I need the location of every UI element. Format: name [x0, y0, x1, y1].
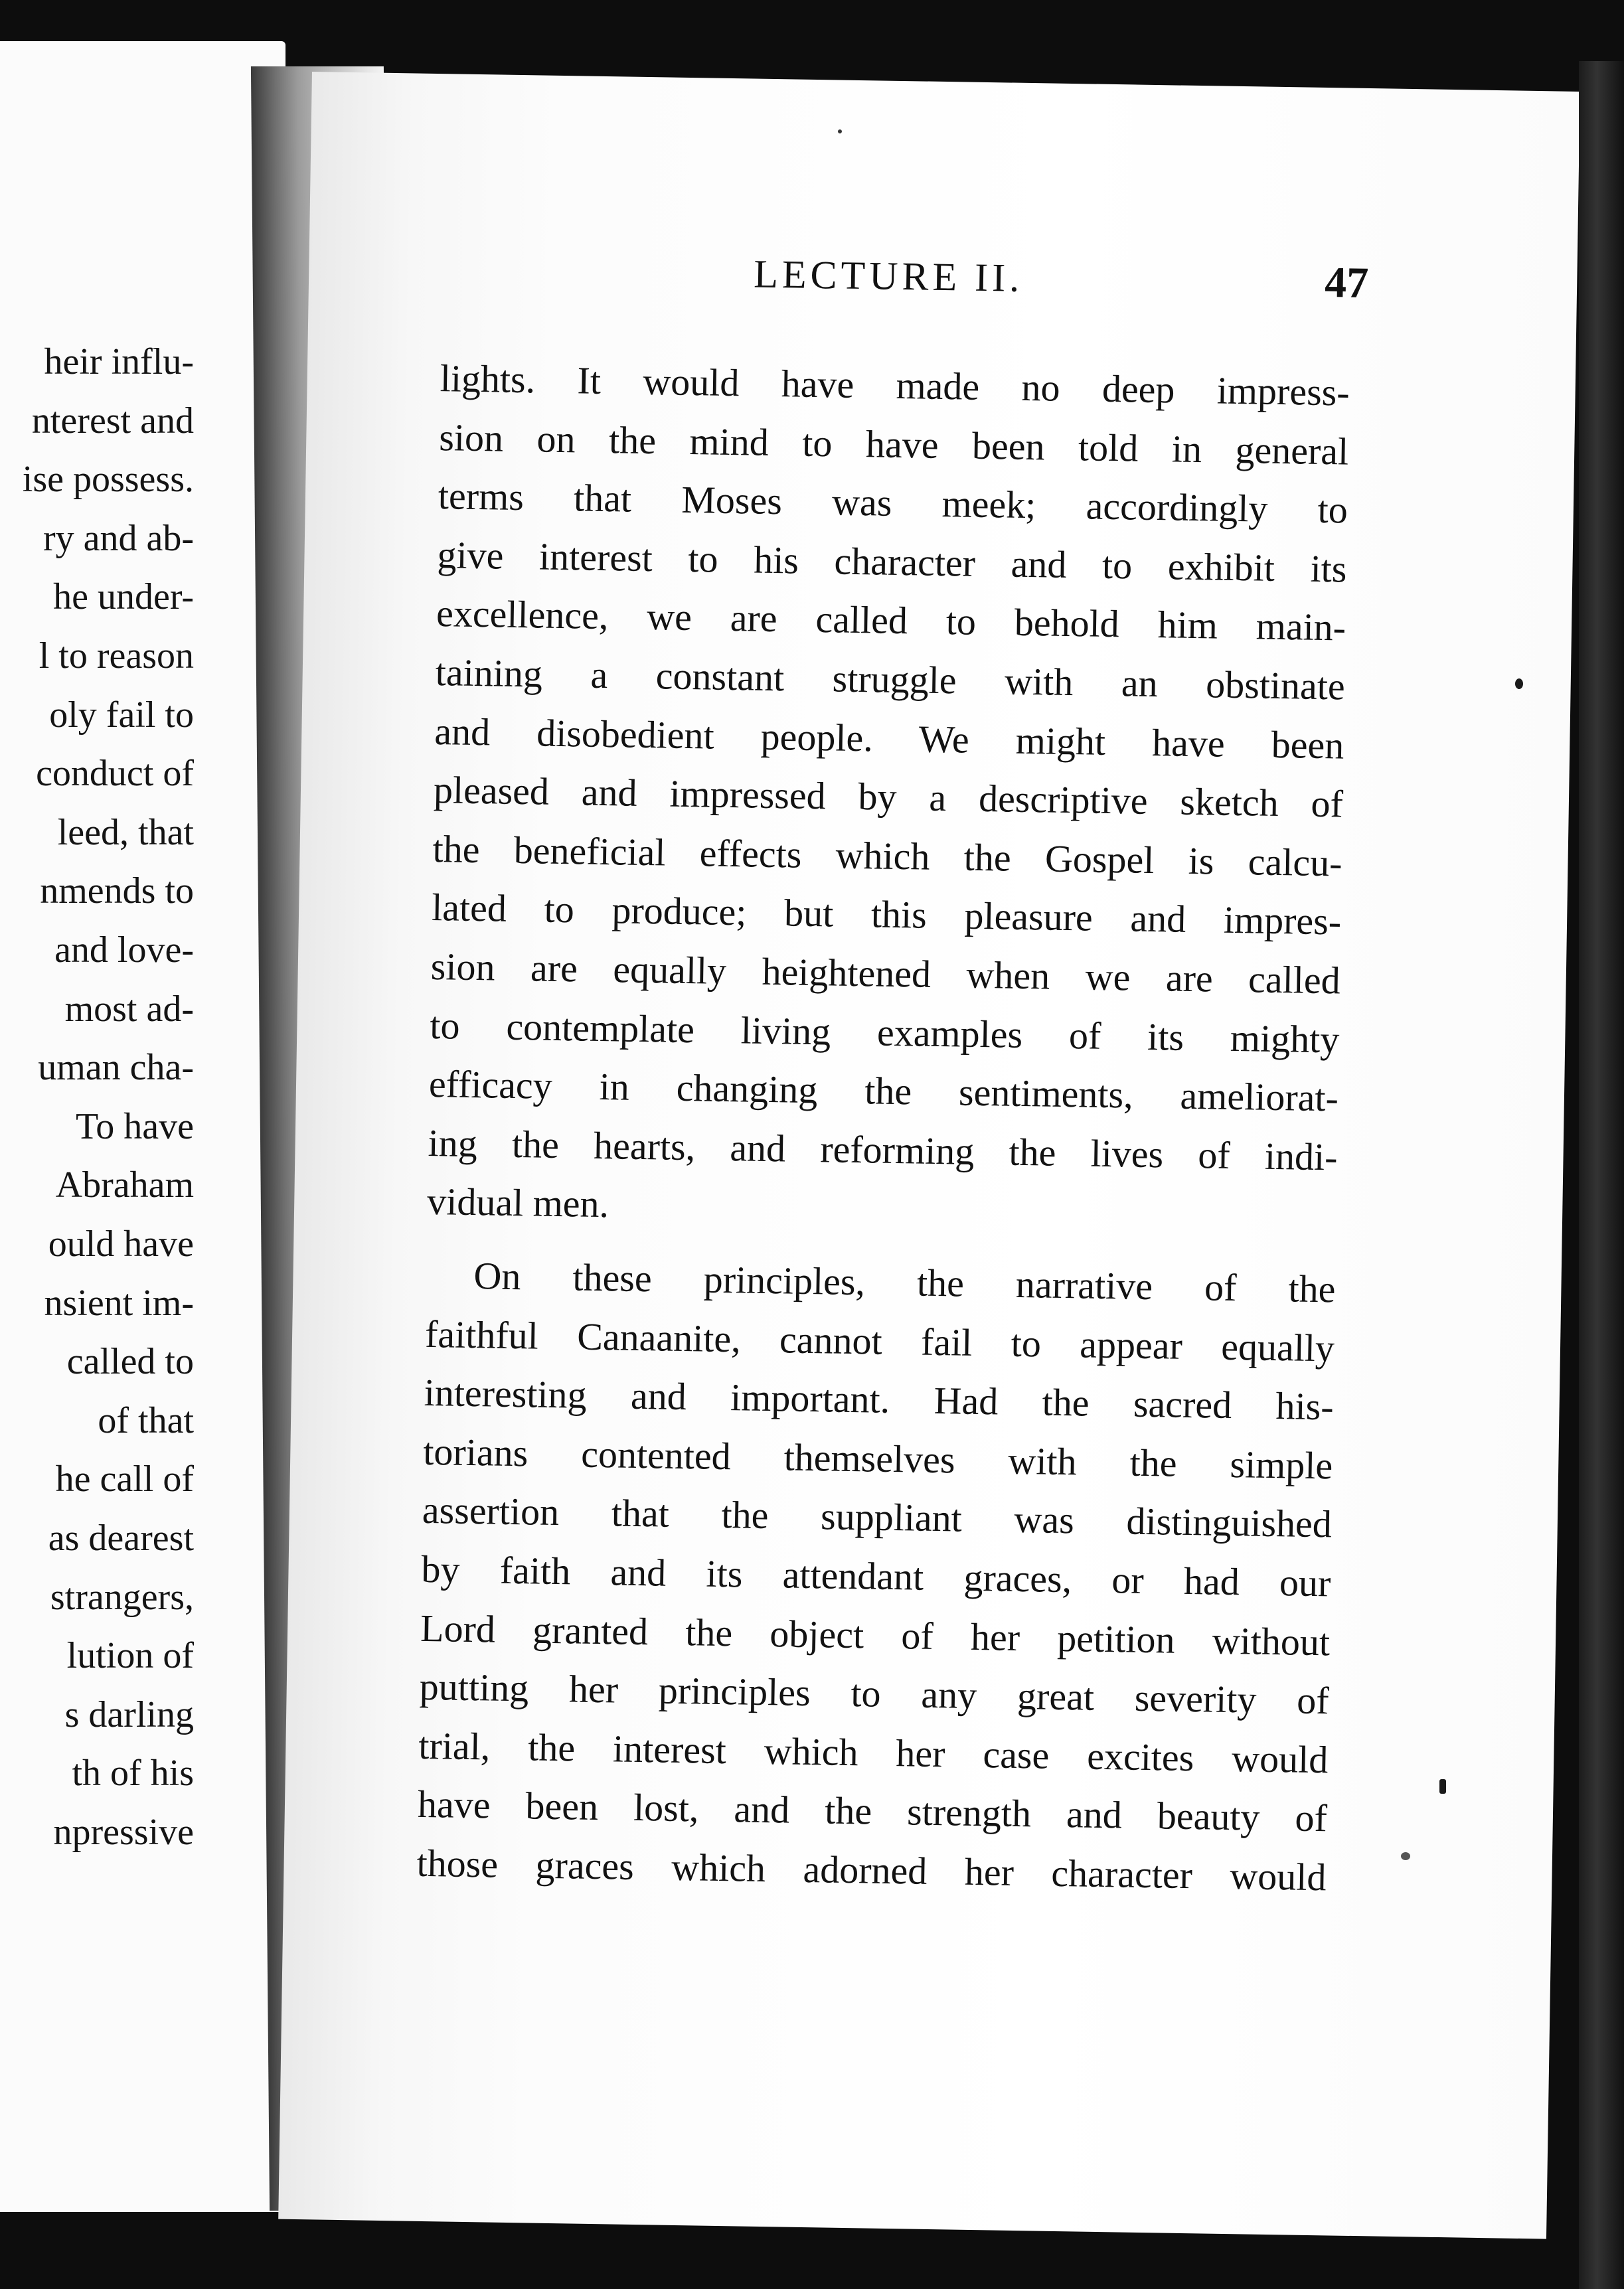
body-line: terms that Moses was meek; accordingly to [438, 474, 1348, 532]
body-line: have been lost, and the strength and beauty of [417, 1782, 1328, 1840]
left-page-line: nterest and [31, 400, 194, 441]
body-line: ing the hearts, and reforming the lives of indi- [428, 1121, 1339, 1179]
left-page-line: npressive [53, 1812, 194, 1853]
body-line: interesting and important. Had the sacred his- [424, 1371, 1335, 1429]
body-line: lights. It would have made no deep impress- [440, 356, 1350, 414]
body-line: sion on the mind to have been told in general [438, 415, 1349, 473]
body-line: torians contented themselves with the simple [422, 1429, 1333, 1488]
body-line: taining a constant struggle with an obstinate [435, 651, 1346, 708]
left-page-line: strangers, [50, 1576, 194, 1618]
body-line: trial, the interest which her case excites would [418, 1723, 1329, 1782]
left-page-line: oly fail to [49, 694, 194, 736]
body-line: pleased and impressed by a descriptive sketch of [433, 768, 1344, 826]
left-page-line: nsient im- [44, 1282, 194, 1324]
left-page-line: th of his [72, 1753, 194, 1794]
body-line: vidual men. [426, 1180, 609, 1226]
body-line: the beneficial effects which the Gospel is calcu- [432, 827, 1342, 885]
right-edge-shadow [1579, 61, 1624, 2289]
left-page-line: called to [66, 1341, 194, 1383]
body-line: and disobedient people. We might have been [434, 709, 1344, 767]
left-page-line: nmends to [40, 870, 194, 912]
left-page-line: l to reason [39, 635, 194, 676]
left-page-line: of that [98, 1399, 194, 1441]
running-head: LECTURE II. [753, 252, 1024, 300]
right-page [278, 72, 1580, 2239]
ink-speck [838, 129, 842, 133]
body-line: On these principles, the narrative of the [473, 1254, 1336, 1311]
body-line: to contemplate living examples of its mighty [429, 1003, 1340, 1062]
body-line: Lord granted the object of her petition without [420, 1606, 1331, 1664]
ink-speck [1439, 1779, 1446, 1794]
body-line: lated to produce; but this pleasure and impres- [431, 886, 1342, 943]
left-page-line: he call of [55, 1459, 194, 1500]
left-page-line: conduct of [36, 753, 194, 795]
body-line: those graces which adorned her character would [416, 1841, 1327, 1899]
body-line: assertion that the suppliant was distinguished [422, 1488, 1333, 1546]
body-line: sion are equally heightened when we are called [430, 944, 1341, 1002]
body-line: putting her principles to any great severity of [419, 1665, 1330, 1723]
ink-speck [1401, 1852, 1410, 1860]
left-page-line: and love- [54, 929, 194, 971]
left-page-line: ry and ab- [42, 517, 194, 559]
left-page-line: ould have [48, 1223, 194, 1265]
left-page-line: Abraham [55, 1164, 194, 1206]
page-header [309, 244, 1578, 317]
left-page-line: as dearest [48, 1518, 194, 1559]
left-page-line: lution of [66, 1635, 194, 1677]
body-line: by faith and its attendant graces, or had our [421, 1547, 1331, 1605]
left-page [0, 41, 285, 2212]
left-page-line: leed, that [57, 811, 194, 853]
body-line: faithful Canaanite, cannot fail to appear equally [424, 1312, 1335, 1370]
left-page-line: heir influ- [44, 341, 194, 382]
left-page-line: ise possess. [22, 459, 194, 501]
body-line: give interest to his character and to exhibit its [437, 532, 1347, 591]
ink-speck [1515, 678, 1523, 689]
body-line: efficacy in changing the sentiments, ameliorat- [428, 1062, 1339, 1120]
left-page-line: To have [75, 1105, 194, 1147]
left-page-line: s darling [64, 1694, 194, 1735]
left-page-line: uman cha- [38, 1047, 194, 1089]
left-page-line: most ad- [64, 988, 194, 1030]
body-line: excellence, we are called to behold him main- [436, 592, 1346, 649]
left-page-line: he under- [53, 576, 194, 618]
page-number: 47 [1324, 258, 1369, 308]
